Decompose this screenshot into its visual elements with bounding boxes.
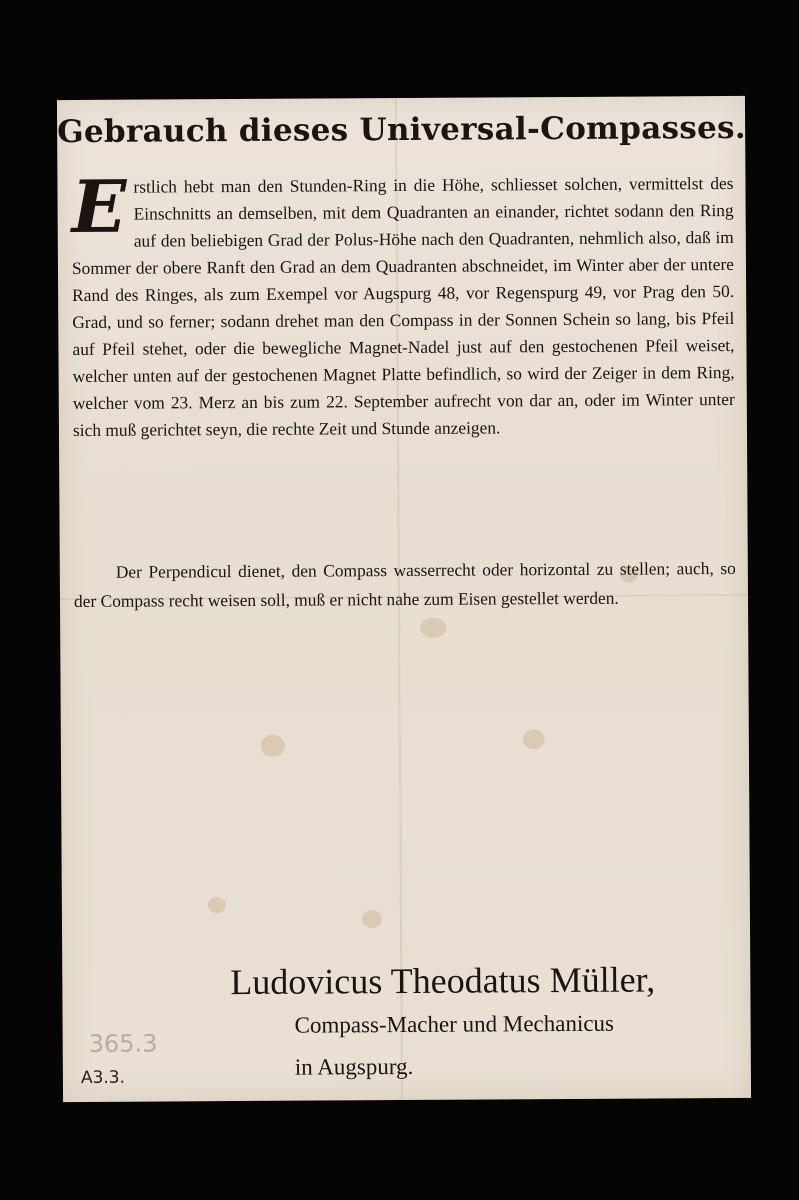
paragraph-instructions-text: rstlich hebt man den Stunden-Ring in die Höhe, schliesset solchen, vermittelst des Einschnitts an demselben, mit dem Quadranten an einander, richtet sodann den Ring auf den beliebigen Grad der Polus-Höhe nach den Quadranten, nehmlich also, daß im Sommer der obere Ranft den Grad an dem Quadranten abschneidet, im Winter aber der untere Rand des Ringes, als zum Exempel vor Augspurg 48, vor Regenspurg 49, vor Prag den 50. Grad, und so ferner; sodann drehet man den Compass in der Sonnen Schein so lang, bis Pfeil auf Pfeil stehet, oder die bewegliche Magnet-Nadel just auf den gestochenen Pfeil weiset, welcher unten auf der gestochenen Magnet Platte befindlich, so wird der Zeiger in dem Ring, welcher vom 23. Merz an bis zum 22. September aufrecht von dar an, oder im Winter unter sich muß gerichtet seyn, die rechte Zeit und Stunde anzeigen.	[71, 172, 735, 441]
foxing-stain	[362, 910, 382, 928]
foxing-stain	[261, 735, 285, 757]
paragraph-instructions	[71, 163, 735, 444]
foxing-stain	[523, 729, 545, 749]
document-sheet	[57, 96, 751, 1102]
paragraph-perpendicul: Der Perpendicul dienet, den Compass wasserrecht oder horizontal zu stellen; auch, so der Compass recht weisen soll, muß er nicht nahe zum Eisen gestellet werden.	[73, 557, 736, 612]
reference-code: A3.3.	[80, 1067, 126, 1088]
drop-cap-letter: E	[71, 163, 127, 250]
foxing-stain	[420, 618, 446, 638]
faded-inventory-number: 365.3	[88, 1029, 158, 1058]
document-title: Gebrauch dieses Universal-Compasses.	[57, 109, 747, 151]
foxing-stain	[208, 897, 226, 913]
signature-place: in Augspurg.	[294, 1053, 414, 1080]
signature-title: Compass-Macher und Mechanicus	[294, 1010, 615, 1038]
signature-name: Ludovicus Theodatus Müller,	[230, 959, 656, 1003]
